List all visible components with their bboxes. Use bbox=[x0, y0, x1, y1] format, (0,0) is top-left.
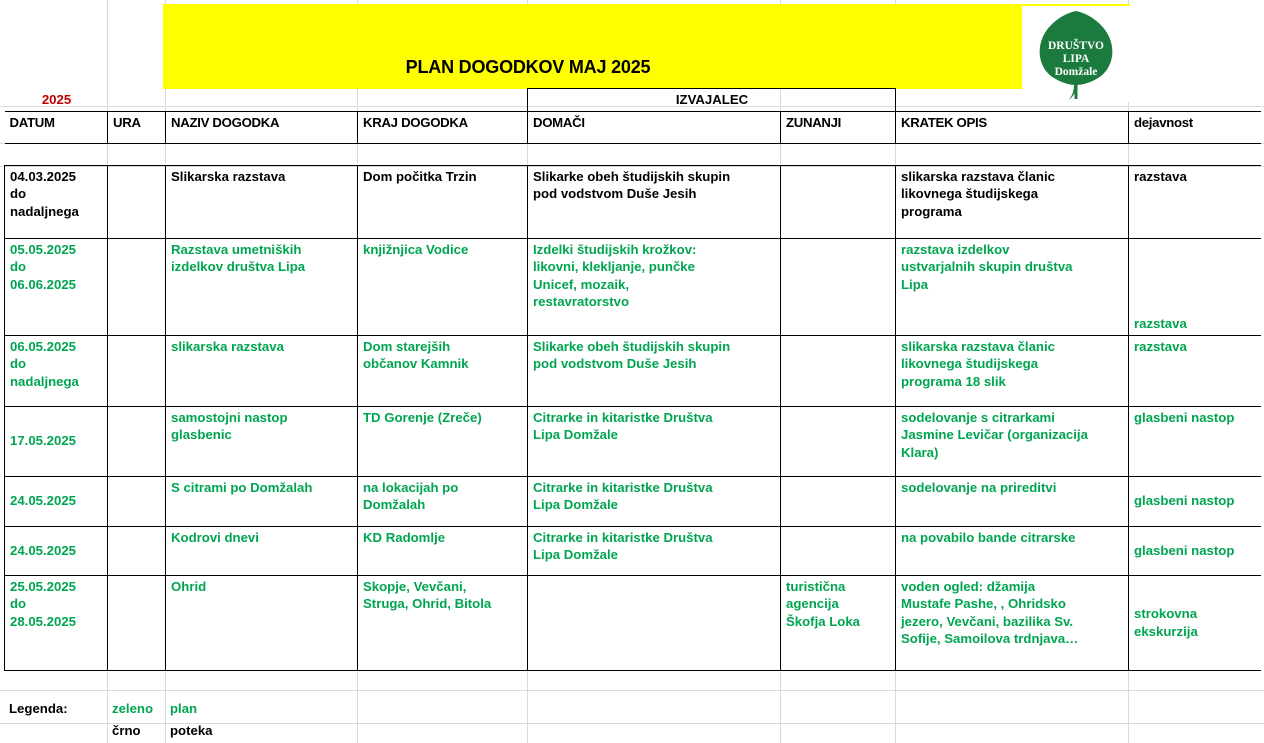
empty-cell bbox=[1129, 89, 1261, 112]
legend-table bbox=[4, 698, 357, 741]
legend-color-key: črno bbox=[112, 722, 141, 738]
cell-datum: 25.05.2025 do 28.05.2025 bbox=[5, 575, 108, 670]
cell-dejavnost: glasbeni nastop bbox=[1129, 406, 1261, 476]
table-row[interactable] bbox=[5, 406, 1261, 476]
cell-zunanji: turistična agencija Škofja Loka bbox=[781, 575, 896, 670]
cell-kratek-opis: slikarska razstava članic likovnega študijskega programa bbox=[896, 165, 1129, 238]
cell-kraj: knjižnjica Vodice bbox=[358, 238, 528, 335]
cell-naziv: Razstava umetniških izdelkov društva Lipa bbox=[166, 238, 358, 335]
legend-meaning: poteka bbox=[170, 722, 213, 738]
col-header-kraj-dogodka: KRAJ DOGODKA bbox=[358, 111, 528, 143]
cell-kraj: Dom počitka Trzin bbox=[358, 165, 528, 238]
cell-kraj: Dom starejših občanov Kamnik bbox=[358, 335, 528, 406]
cell-domaci: Slikarke obeh študijskih skupin pod vodstvom Duše Jesih bbox=[528, 165, 781, 238]
empty-cell bbox=[108, 143, 166, 165]
col-header-domaci: DOMAČI bbox=[528, 111, 781, 143]
cell-domaci: Izdelki študijskih krožkov: likovni, klekljanje, punčke Unicef, mozaik, restavratorstvo bbox=[528, 238, 781, 335]
cell-datum: 24.05.2025 bbox=[5, 526, 108, 575]
cell-dejavnost: glasbeni nastop bbox=[1129, 476, 1261, 526]
cell-ura bbox=[108, 406, 166, 476]
cell-domaci bbox=[528, 575, 781, 670]
cell-domaci: Slikarke obeh študijskih skupin pod vodstvom Duše Jesih bbox=[528, 335, 781, 406]
empty-cell bbox=[358, 89, 528, 112]
cell-datum: 05.05.2025 do 06.06.2025 bbox=[5, 238, 108, 335]
cell-zunanji bbox=[781, 238, 896, 335]
cell-ura bbox=[108, 526, 166, 575]
empty-cell bbox=[108, 89, 166, 112]
cell-kraj: Skopje, Vevčani, Struga, Ohrid, Bitola bbox=[358, 575, 528, 670]
cell-kratek-opis: slikarska razstava članic likovnega študijskega programa 18 slik bbox=[896, 335, 1129, 406]
page-title: PLAN DOGODKOV MAJ 2025 bbox=[405, 57, 651, 77]
table-row[interactable] bbox=[5, 165, 1261, 238]
col-header-zunanji: ZUNANJI bbox=[781, 111, 896, 143]
svg-text:Domžale: Domžale bbox=[1054, 66, 1098, 78]
cell-datum: 06.05.2025 do nadaljnega bbox=[5, 335, 108, 406]
cell-domaci: Citrarke in kitaristke Društva Lipa Domžale bbox=[528, 406, 781, 476]
logo-container bbox=[1022, 6, 1130, 102]
table-row[interactable] bbox=[5, 526, 1261, 575]
empty-cell bbox=[358, 143, 528, 165]
cell-kratek-opis: sodelovanje na prireditvi bbox=[896, 476, 1129, 526]
cell-naziv: Ohrid bbox=[166, 575, 358, 670]
col-header-naziv-dogodka: NAZIV DOGODKA bbox=[166, 111, 358, 143]
table-row[interactable] bbox=[5, 335, 1261, 406]
empty-cell bbox=[166, 89, 358, 112]
cell-naziv: samostojni nastop glasbenic bbox=[166, 406, 358, 476]
cell-datum: 04.03.2025 do nadaljnega bbox=[5, 165, 108, 238]
col-header-dejavnost: dejavnost bbox=[1129, 111, 1261, 143]
cell-ura bbox=[108, 335, 166, 406]
svg-text:LIPA: LIPA bbox=[1062, 53, 1090, 65]
cell-zunanji bbox=[781, 526, 896, 575]
cell-zunanji bbox=[781, 165, 896, 238]
table-row[interactable] bbox=[5, 575, 1261, 670]
legend-row bbox=[4, 698, 357, 720]
cell-kraj: na lokacijah po Domžalah bbox=[358, 476, 528, 526]
cell-naziv: Kodrovi dnevi bbox=[166, 526, 358, 575]
empty-cell bbox=[781, 143, 896, 165]
col-header-ura: URA bbox=[108, 111, 166, 143]
cell-kratek-opis: voden ogled: džamija Mustafe Pashe, , Ohridsko jezero, Vevčani, bazilika Sv. Sofije, Samoilova trdnjava… bbox=[896, 575, 1129, 670]
cell-dejavnost: razstava bbox=[1129, 238, 1261, 335]
cell-datum: 17.05.2025 bbox=[5, 406, 108, 476]
cell-dejavnost: razstava bbox=[1129, 335, 1261, 406]
empty-cell bbox=[1129, 143, 1261, 165]
empty-cell bbox=[896, 143, 1129, 165]
column-header-row bbox=[5, 111, 1261, 143]
table-row[interactable] bbox=[5, 476, 1261, 526]
cell-zunanji bbox=[781, 335, 896, 406]
cell-naziv: S citrami po Domžalah bbox=[166, 476, 358, 526]
empty-cell bbox=[5, 143, 108, 165]
legend-color-key: zeleno bbox=[112, 701, 154, 716]
legend-label: Legenda: bbox=[9, 701, 68, 716]
drustvo-lipa-domzale-logo-icon bbox=[1024, 7, 1128, 101]
legend-row bbox=[4, 720, 357, 742]
cell-ura bbox=[108, 165, 166, 238]
group-header-izvajalec: IZVAJALEC bbox=[528, 89, 896, 112]
cell-naziv: Slikarska razstava bbox=[166, 165, 358, 238]
cell-kraj: TD Gorenje (Zreče) bbox=[358, 406, 528, 476]
table-row[interactable] bbox=[5, 238, 1261, 335]
col-header-kratek-opis: KRATEK OPIS bbox=[896, 111, 1129, 143]
cell-domaci: Citrarke in kitaristke Društva Lipa Domžale bbox=[528, 476, 781, 526]
cell-dejavnost: glasbeni nastop bbox=[1129, 526, 1261, 575]
cell-datum: 24.05.2025 bbox=[5, 476, 108, 526]
legend-meaning: plan bbox=[170, 701, 198, 716]
cell-zunanji bbox=[781, 476, 896, 526]
cell-ura bbox=[108, 238, 166, 335]
empty-cell bbox=[4, 720, 107, 742]
cell-kratek-opis: razstava izdelkov ustvarjalnih skupin društva Lipa bbox=[896, 238, 1129, 335]
cell-ura bbox=[108, 575, 166, 670]
cell-ura bbox=[108, 476, 166, 526]
empty-cell bbox=[166, 143, 358, 165]
cell-kratek-opis: sodelovanje s citrarkami Jasmine Levičar (organizacija Klara) bbox=[896, 406, 1129, 476]
svg-text:DRUŠTVO: DRUŠTVO bbox=[1047, 40, 1105, 52]
cell-zunanji bbox=[781, 406, 896, 476]
cell-dejavnost: razstava bbox=[1129, 165, 1261, 238]
cell-naziv: slikarska razstava bbox=[166, 335, 358, 406]
cell-domaci: Citrarke in kitaristke Društva Lipa Domžale bbox=[528, 526, 781, 575]
spacer-row bbox=[5, 143, 1261, 165]
empty-cell bbox=[528, 143, 781, 165]
cell-dejavnost: strokovna ekskurzija bbox=[1129, 575, 1261, 670]
cell-kraj: KD Radomlje bbox=[358, 526, 528, 575]
col-header-datum: DATUM bbox=[5, 111, 108, 143]
events-plan-table bbox=[4, 88, 1261, 671]
cell-kratek-opis: na povabilo bande citrarske bbox=[896, 526, 1129, 575]
year-label: 2025 bbox=[41, 91, 72, 107]
